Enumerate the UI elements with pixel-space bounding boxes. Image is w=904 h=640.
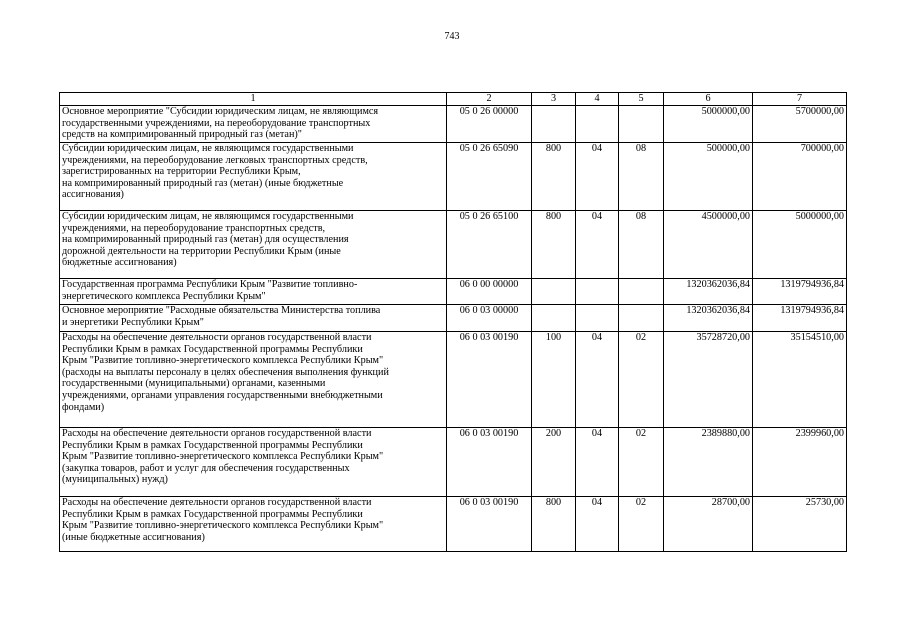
table-row [60,497,847,552]
row-section [576,279,619,305]
row-section: 04 [576,143,619,211]
row-name: Расходы на обеспечение деятельности органов государственной власти Республики Крым в рамках Государственной программы Республики Крым "Развитие топливно-энергетического комплекса Республики Крым" (закупка товаров, работ и услуг для обеспечения государственных (муниципальных) нужд) [60,428,447,497]
row-section: 04 [576,497,619,552]
column-header: 6 [664,93,753,106]
row-name: Расходы на обеспечение деятельности органов государственной власти Республики Крым в рамках Государственной программы Республики Крым "Развитие топливно-энергетического комплекса Республики Крым" (расходы на выплаты персоналу в целях обеспечения выполнения функций государственными (муниципальными) органами, казенными учреждениями, органами управления государственными внебюджетными фондами) [60,332,447,428]
row-section: 04 [576,428,619,497]
row-expense-type: 200 [532,428,576,497]
row-target-code: 06 0 03 00190 [447,428,532,497]
table-row [60,106,847,143]
row-amount-col7: 700000,00 [753,143,847,211]
row-name: Субсидии юридическим лицам, не являющимся государственными учреждениями, на переоборудование легковых транспортных средств, зарегистрированных на территории Республики Крым, на компримированный природный газ (метан) (иные бюджетные ассигнования) [60,143,447,211]
row-expense-type: 800 [532,497,576,552]
row-expense-type: 800 [532,143,576,211]
row-section [576,305,619,332]
row-subsection: 02 [619,428,664,497]
row-expense-type: 100 [532,332,576,428]
row-name: Государственная программа Республики Крым "Развитие топливно- энергетического комплекса Республики Крым" [60,279,447,305]
row-amount-col6: 1320362036,84 [664,305,753,332]
row-amount-col6: 2389880,00 [664,428,753,497]
row-name: Расходы на обеспечение деятельности органов государственной власти Республики Крым в рамках Государственной программы Республики Крым "Развитие топливно-энергетического комплекса Республики Крым" (иные бюджетные ассигнования) [60,497,447,552]
row-amount-col7: 25730,00 [753,497,847,552]
row-amount-col7: 5700000,00 [753,106,847,143]
row-amount-col7: 35154510,00 [753,332,847,428]
row-section [576,106,619,143]
column-header: 5 [619,93,664,106]
row-expense-type: 800 [532,211,576,279]
row-amount-col7: 5000000,00 [753,211,847,279]
table-row [60,279,847,305]
row-subsection: 08 [619,211,664,279]
row-amount-col7: 1319794936,84 [753,279,847,305]
row-section: 04 [576,332,619,428]
row-target-code: 05 0 26 00000 [447,106,532,143]
table-header-row [60,93,847,106]
column-header: 3 [532,93,576,106]
row-expense-type [532,305,576,332]
row-name: Основное мероприятие "Расходные обязательства Министерства топлива и энергетики Республики Крым" [60,305,447,332]
row-name: Субсидии юридическим лицам, не являющимся государственными учреждениями, на переоборудование транспортных средств, на компримированный природный газ (метан) для осуществления дорожной деятельности на территории Республики Крым (иные бюджетные ассигнования) [60,211,447,279]
row-section: 04 [576,211,619,279]
row-amount-col7: 1319794936,84 [753,305,847,332]
row-amount-col6: 4500000,00 [664,211,753,279]
row-amount-col6: 35728720,00 [664,332,753,428]
table-row [60,428,847,497]
row-subsection [619,106,664,143]
row-target-code: 05 0 26 65090 [447,143,532,211]
row-subsection: 02 [619,497,664,552]
row-target-code: 06 0 03 00190 [447,332,532,428]
row-subsection [619,279,664,305]
page-number: 743 [444,31,460,42]
row-expense-type [532,106,576,143]
row-amount-col6: 28700,00 [664,497,753,552]
budget-table [59,92,847,552]
row-name: Основное мероприятие "Субсидии юридическим лицам, не являющимся государственными учреждениями, на переоборудование транспортных средств на компримированный природный газ (метан)" [60,106,447,143]
row-subsection [619,305,664,332]
row-amount-col6: 1320362036,84 [664,279,753,305]
column-header: 7 [753,93,847,106]
row-subsection: 08 [619,143,664,211]
row-amount-col7: 2399960,00 [753,428,847,497]
row-target-code: 06 0 03 00000 [447,305,532,332]
row-target-code: 06 0 03 00190 [447,497,532,552]
table-row [60,332,847,428]
row-expense-type [532,279,576,305]
row-subsection: 02 [619,332,664,428]
table-row [60,211,847,279]
column-header: 4 [576,93,619,106]
table-row [60,143,847,211]
row-amount-col6: 5000000,00 [664,106,753,143]
column-header: 1 [60,93,447,106]
column-header: 2 [447,93,532,106]
table-row [60,305,847,332]
row-target-code: 05 0 26 65100 [447,211,532,279]
row-target-code: 06 0 00 00000 [447,279,532,305]
row-amount-col6: 500000,00 [664,143,753,211]
